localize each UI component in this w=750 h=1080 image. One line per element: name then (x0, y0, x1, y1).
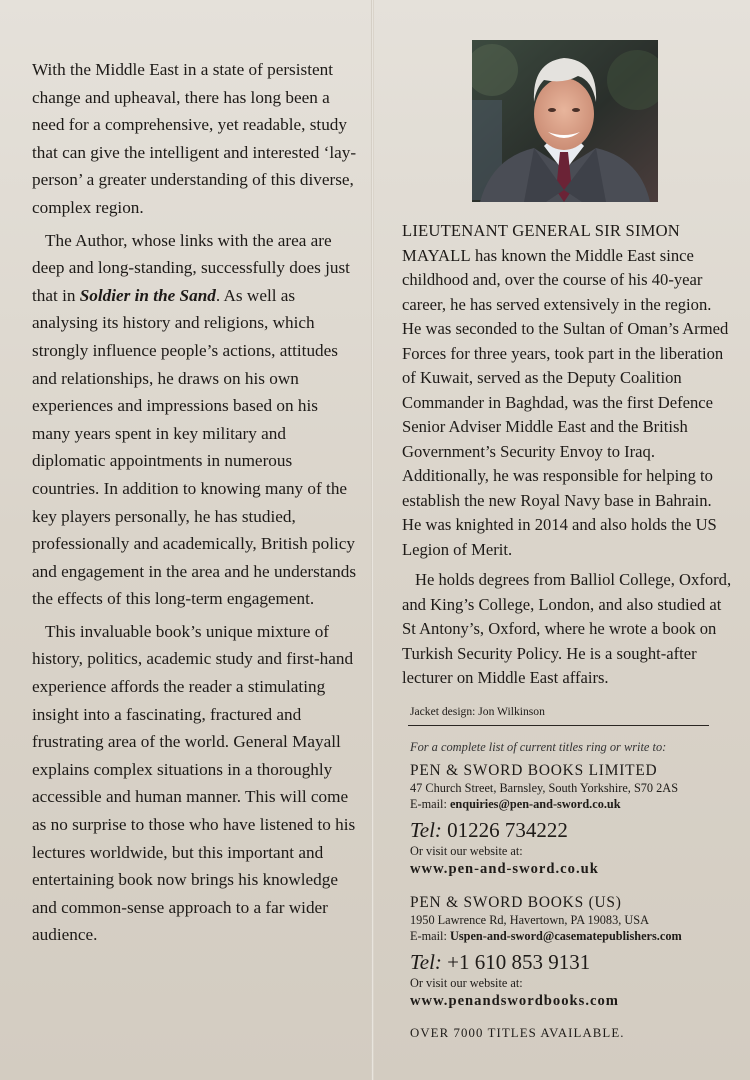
publisher-uk-email[interactable]: enquiries@pen-and-sword.co.uk (449, 797, 621, 811)
blurb-paragraph-2-start: The Author, whose links with the area are deep and long-standing, successfully does just that in (32, 230, 350, 305)
publisher-us-email-line (410, 928, 730, 944)
publisher-uk-address: 47 Church Street, Barnsley, South Yorkshire, S70 2AS (410, 781, 679, 795)
author-name: LIEUTENANT GENERAL SIR SIMON MAYALL (402, 221, 680, 265)
book-title: Soldier in the Sand (79, 285, 216, 305)
publisher-uk-tel-line (410, 817, 730, 843)
publisher-us-address: 1950 Lawrence Rd, Havertown, PA 19083, USA (410, 913, 649, 927)
titles-available: OVER 7000 TITLES AVAILABLE. (410, 1026, 625, 1040)
publisher-uk-email-label: E-mail: (410, 797, 450, 811)
book-blurb (32, 56, 357, 949)
bio-paragraph-1-text: has known the Middle East since childhood and, over the course of his 40-year career, he has served extensively in the region. He was seconded to the Sultan of Oman’s Armed Forces for three years, took part in the liberation of Kuwait, served as the Deputy Coalition Commander in Baghdad, was the first Defence Senior Adviser Middle East and the British Government’s Security Envoy to Iraq. Additionally, he was responsible for helping to establish the new Royal Navy base in Bahrain. He was knighted in 2014 and also holds the US Legion of Merit. (402, 245, 729, 559)
author-photo (472, 40, 658, 202)
publisher-us-visit: Or visit our website at: (410, 976, 523, 990)
publisher-intro: For a complete list of current titles ring or write to: (410, 740, 667, 754)
publisher-uk-tel[interactable]: 01226 734222 (441, 818, 568, 842)
jacket-design-credit: Jacket design: Jon Wilkinson (410, 705, 545, 718)
publisher-us-website[interactable]: www.penandswordbooks.com (410, 993, 619, 1009)
publisher-uk-visit: Or visit our website at: (410, 844, 523, 858)
publisher-us-email[interactable]: Uspen-and-sword@casematepublishers.com (449, 929, 682, 943)
bio-paragraph-2: He holds degrees from Balliol College, Oxford, and King’s College, London, and also studied at St Antony’s, Oxford, where he wrote a book on Turkish Security Policy. He is a sought-after lecturer on Middle East affairs. (402, 570, 732, 687)
blurb-paragraph-1: With the Middle East in a state of persistent change and upheaval, there has long been a need for a comprehensive, yet readable, study that can give the intelligent and interested ‘lay-person’ a greater understanding of this diverse, complex region. (32, 60, 357, 217)
author-bio (402, 219, 734, 691)
blurb-paragraph-2-end: . As well as analysing its history and religions, which strongly influence people’s actions, attitudes and relationships, he draws on his own experiences and impressions based on his many years spent in key military and diplomatic appointments in numerous countries. In addition to knowing many of the key players personally, he has studied, professionally and academically, British policy and engagement in the area and he understands the effects of this long-term engagement. (32, 285, 357, 609)
author-portrait-icon (472, 40, 658, 202)
publisher-us-email-label: E-mail: (410, 929, 450, 943)
publisher-uk-name: PEN & SWORD BOOKS LIMITED (410, 762, 658, 779)
publisher-us-tel[interactable]: +1 610 853 9131 (441, 950, 591, 974)
publisher-uk-block (410, 761, 730, 879)
publisher-us-name: PEN & SWORD BOOKS (US) (410, 894, 622, 911)
blurb-paragraph-3: This invaluable book’s unique mixture of history, politics, academic study and first-hand experience affords the reader a stimulating insight into a fascinating, fractured and frustrating area of the world. General Mayall explains complex situations in a thoroughly accessible and human manner. This will come as no surprise to those who have listened to his lectures worldwide, but this important and entertaining book now brings his knowledge and common-sense approach to a far wider audience. (32, 621, 356, 945)
bio-paragraph-1 (402, 219, 734, 562)
publisher-us-tel-label: Tel: (410, 950, 442, 974)
flap-fold-line (371, 0, 374, 1080)
publisher-uk-email-line (410, 796, 730, 812)
publisher-us-tel-line (410, 949, 730, 975)
divider (408, 725, 709, 726)
publisher-uk-website[interactable]: www.pen-and-sword.co.uk (410, 861, 599, 877)
publisher-us-block (410, 893, 730, 1011)
publisher-uk-tel-label: Tel: (410, 818, 442, 842)
blurb-paragraph-2 (32, 227, 357, 613)
